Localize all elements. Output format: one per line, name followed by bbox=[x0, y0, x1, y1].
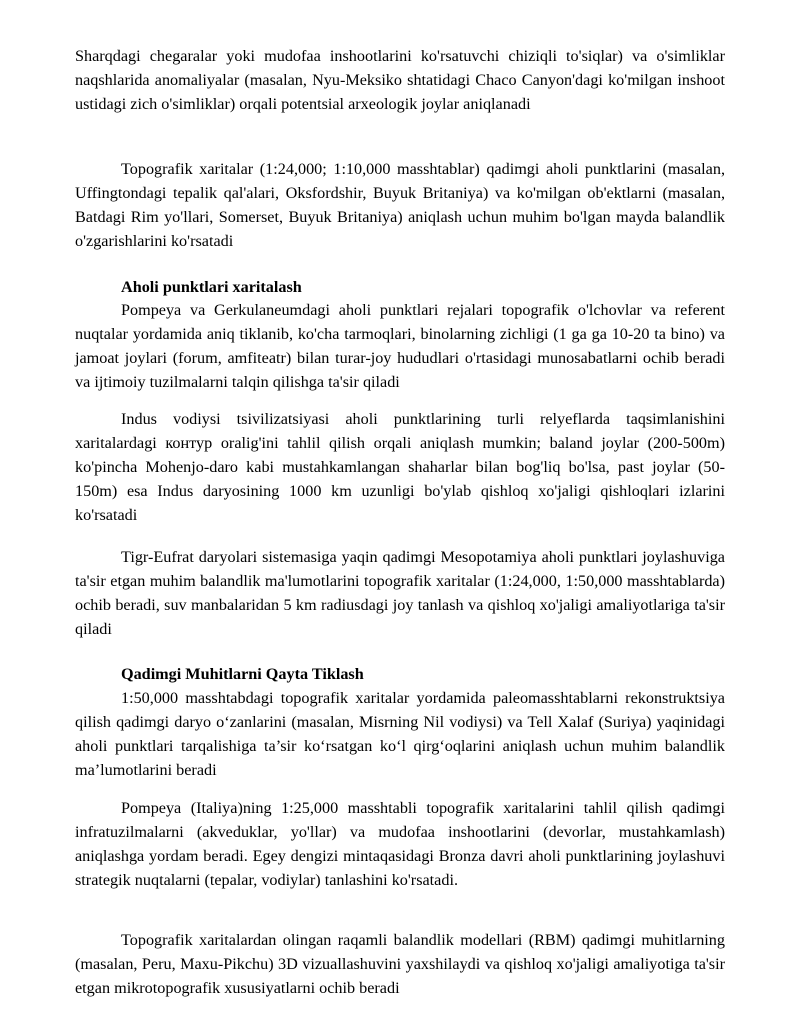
paragraph-indus-valley: Indus vodiysi tsivilizatsiyasi aholi punktlarining turli relyeflarda taqsimlanishini xaritalardagi контур oralig'ini tahlil qilish orqali aniqlash mumkin; baland joylar (200-500m) ko'pincha Mohenjo-daro kabi mustahkamlangan shaharlar bilan bog'liq bo'lsa, past joylar (50-150m) esa Indus daryosining 1000 km uzunligi bo'ylab qishloq xo'jaligi qishloqlari izlarini ko'rsatadi bbox=[75, 410, 725, 524]
section-heading-settlement-mapping: Aholi punktlari xaritalash bbox=[121, 278, 302, 296]
paragraph-paleolandscapes: 1:50,000 masshtabdagi topografik xaritalar yordamida paleomasshtablarni rekonstruktsiya qilish qadimgi daryo o‘zanlarini (masalan, Misrning Nil vodiysi) va Tell Xalaf (Suriya) yaqinidagi aholi punktlari tarqalishiga ta’sir ko‘rsatgan ko‘l qirg‘oqlarini aniqlash uchun muhim balandlik ma’lumotlarini beradi bbox=[75, 689, 725, 779]
paragraph-topographic-maps: Topografik xaritalar (1:24,000; 1:10,000 masshtablar) qadimgi aholi punktlarini (masalan, Uffingtondagi tepalik qal'alari, Oksfordshir, Buyuk Britaniya) va ko'milgan ob'ektlarni (masalan, Batdagi Rim yo'llari, Somerset, Buyuk Britaniya) aniqlash uchun muhim bo'lgan mayda balandlik o'zgarishlarini ko'rsatadi bbox=[75, 160, 725, 250]
paragraph-mesopotamia: Tigr-Eufrat daryolari sistemasiga yaqin qadimgi Mesopotamiya aholi punktlari joylashuviga ta'sir etgan muhim balandlik ma'lumotlarini topografik xaritalar (1:24,000, 1:50,000 masshtablarda) ochib beradi, suv manbalaridan 5 km radiusdagi joy tanlash va qishloq xo'jaligi amaliyotlariga ta'sir qiladi bbox=[75, 548, 725, 638]
paragraph-continued: Sharqdagi chegaralar yoki mudofaa inshootlarini ko'rsatuvchi chiziqli to'siqlar) va o'simliklar naqshlarida anomaliyalar (masalan, Nyu-Meksiko shtatidagi Chaco Canyon'dagi ko'milgan inshoot ustidagi zich o'simliklar) orqali potentsial arxeologik joylar aniqlanadi bbox=[75, 47, 725, 113]
paragraph-pompeii-settlements: Pompeya va Gerkulaneumdagi aholi punktlari rejalari topografik o'lchovlar va referent nuqtalar yordamida aniq tiklanib, ko'cha tarmoqlari, binolarning zichligi (1 ga ga 10-20 ta bino) va jamoat joylari (forum, amfiteatr) bilan turar-joy hududlari o'rtasidagi munosabatlarni ochib beradi va ijtimoiy tuzilmalarni talqin qilishga ta'sir qiladi bbox=[75, 301, 725, 391]
paragraph-digital-elevation-models: Topografik xaritalardan olingan raqamli balandlik modellari (RBM) qadimgi muhitlarning (masalan, Peru, Maxu-Pikchu) 3D vizuallashuvini yaxshilaydi va qishloq xo'jaligi amaliyotiga ta'sir etgan mikrotopografik xususiyatlarni ochib beradi bbox=[75, 931, 725, 997]
section-heading-ancient-environments: Qadimgi Muhitlarni Qayta Tiklash bbox=[121, 665, 364, 683]
paragraph-pompeii-infrastructure: Pompeya (Italiya)ning 1:25,000 masshtabli topografik xaritalarini tahlil qilish qadimgi infratuzilmalarni (akveduklar, yo'llar) va mudofaa inshootlarini (devorlar, mustahkamlash) aniqlashga yordam beradi. Egey dengizi mintaqasidagi Bronza davri aholi punktlarining joylashuvi strategik nuqtalarni (tepalar, vodiylar) tanlashini ko'rsatadi. bbox=[75, 799, 725, 889]
